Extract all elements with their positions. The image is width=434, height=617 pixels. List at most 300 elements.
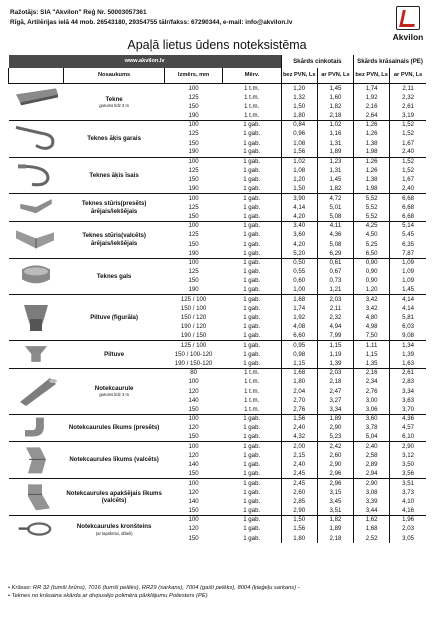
product-name xyxy=(64,295,165,341)
colored-gross-price: 1,63 xyxy=(390,359,426,368)
unit-cell: 1 gab. xyxy=(243,130,261,138)
col-unit-header: Mērv. xyxy=(223,68,281,84)
colored-net-price: 1,26 xyxy=(354,129,390,138)
contact-line: Rīgā, Artilērijas ielā 44 mob. 26543180, 29354755 tālr/fakss: 67290344, e-mail: info@akvilon.lv xyxy=(10,19,293,26)
colored-gross-price: 4,57 xyxy=(390,423,426,432)
colored-gross-price: 4,36 xyxy=(390,414,426,423)
colored-gross-price: 1,09 xyxy=(390,267,426,276)
zinc-gross-price: 2,96 xyxy=(317,479,353,488)
size-cell: 125 xyxy=(188,231,199,239)
unit-cell: 1 gab. xyxy=(243,433,261,441)
zinc-net-price: 4,08 xyxy=(281,322,317,331)
size-cell: 140 xyxy=(188,396,199,404)
unit-cell: 1 gab. xyxy=(243,167,261,175)
size-cell: 125 xyxy=(188,203,199,211)
unit-cell: 1 gab. xyxy=(243,185,261,193)
colored-net-price: 2,16 xyxy=(354,368,390,377)
zinc-net-price: 0,50 xyxy=(281,258,317,267)
gutter-icon xyxy=(12,85,60,118)
zinc-gross-price: 1,45 xyxy=(317,84,353,93)
product-image xyxy=(9,515,64,543)
colored-net-price: 1,62 xyxy=(354,515,390,524)
zinc-net-price: 3,40 xyxy=(281,221,317,230)
colored-gross-price: 2,40 xyxy=(390,185,426,194)
table-row xyxy=(9,194,427,203)
zinc-gross-price: 2,18 xyxy=(317,534,353,543)
company-line: Ražotājs: SIA "Akvilon" Reģ Nr. 50003057361 xyxy=(10,9,147,16)
colored-gross-price: 1,96 xyxy=(390,515,426,524)
size-cell: 150 xyxy=(188,212,199,220)
table-row xyxy=(9,157,427,166)
site-url: www.akvilon.lv xyxy=(9,55,282,68)
zinc-gross-price: 5,08 xyxy=(317,240,353,249)
table-row xyxy=(9,221,427,230)
zinc-net-price: 1,50 xyxy=(281,185,317,194)
product-name xyxy=(64,515,165,543)
colored-net-price: 4,80 xyxy=(354,313,390,322)
product-name-label: Notekcaurules līkums (presēts) xyxy=(68,424,160,432)
pressed-elbow-icon xyxy=(12,416,60,440)
size-cell: 150 xyxy=(188,277,199,285)
unit-cell: 1 gab. xyxy=(243,176,261,184)
size-cell: 190 xyxy=(188,286,199,294)
unit-cell: 1 gab. xyxy=(243,231,261,239)
colored-gross-price: 3,50 xyxy=(390,460,426,469)
zinc-gross-price: 2,03 xyxy=(317,295,353,304)
zinc-gross-price: 1,82 xyxy=(317,102,353,111)
unit-cell: 1 gab. xyxy=(223,194,281,203)
unit-cell: 1 gab. xyxy=(243,451,261,459)
zinc-gross-price: 2,47 xyxy=(317,387,353,396)
size-cell: 100 xyxy=(164,442,222,451)
company-header xyxy=(10,8,390,28)
rolled-elbow-icon xyxy=(12,444,60,477)
table-row xyxy=(9,84,427,93)
zinc-net-price: 1,00 xyxy=(281,286,317,295)
unit-cell: 1 gab. xyxy=(243,314,261,322)
zinc-net-price: 2,15 xyxy=(281,451,317,460)
unit-cell: 1 gab. xyxy=(243,525,261,533)
product-note: garums līdz 3 m xyxy=(99,392,129,398)
size-cell: 100 xyxy=(164,157,222,166)
zinc-net-price: 2,00 xyxy=(281,442,317,451)
size-cell: 80 xyxy=(164,368,222,377)
zinc-net-price: 2,60 xyxy=(281,488,317,497)
zinc-net-price: 2,76 xyxy=(281,405,317,414)
product-name xyxy=(64,157,165,194)
size-cell: 150 xyxy=(188,102,199,110)
zinc-net-price: 2,40 xyxy=(281,460,317,469)
product-name xyxy=(64,194,165,222)
product-name-label: Teknes āķis garais xyxy=(87,134,141,142)
product-name-label: Teknes stūris(presēts) ārējais/iekšējais xyxy=(81,200,147,215)
funnel-icon xyxy=(12,343,60,367)
unit-cell: 1 gab. xyxy=(223,414,281,423)
product-name-label: Notekcaurules līkums (valcēts) xyxy=(69,456,159,464)
zinc-net-price: 1,56 xyxy=(281,414,317,423)
unit-cell: 1 gab. xyxy=(243,470,261,478)
table-row xyxy=(9,258,427,267)
size-cell: 100 xyxy=(164,414,222,423)
size-cell: 120 xyxy=(188,488,199,496)
product-name-label: Teknes stūris(valcēts) ārējais/iekšējais xyxy=(82,232,146,247)
zinc-gross-price: 1,23 xyxy=(317,157,353,166)
size-cell: 150 / 120 xyxy=(180,314,207,322)
zinc-net-price: 1,15 xyxy=(281,359,317,368)
zinc-net-price: 1,50 xyxy=(281,102,317,111)
zinc-gross-price: 6,29 xyxy=(317,249,353,258)
product-image xyxy=(9,479,64,516)
colored-net-price: 3,60 xyxy=(354,414,390,423)
colored-gross-price: 5,81 xyxy=(390,313,426,322)
product-name xyxy=(64,341,165,369)
gutter-end-icon xyxy=(12,260,60,293)
product-name-label: Tekne xyxy=(105,95,123,103)
zinc-gross-price: 2,32 xyxy=(317,313,353,322)
size-cell: 125 / 100 xyxy=(164,295,222,304)
logo-mark-icon xyxy=(396,6,420,30)
size-cell: 125 xyxy=(188,93,199,101)
unit-cell: 1 gab. xyxy=(223,221,281,230)
colored-gross-price: 2,32 xyxy=(390,93,426,102)
zinc-gross-price: 1,82 xyxy=(317,185,353,194)
zinc-net-price: 6,60 xyxy=(281,332,317,341)
colored-gross-price: 6,03 xyxy=(390,322,426,331)
unit-cell: 1 gab. xyxy=(223,157,281,166)
product-name xyxy=(64,258,165,295)
unit-cell: 1 gab. xyxy=(243,323,261,331)
zinc-gross-price: 1,60 xyxy=(317,93,353,102)
colors-note: • Krāsas: RR 32 (tumši brūns), 7016 (tumši pelēks), RR29 (sarkans), 7004 (gaiši pelēks), 8004 (ķieģeļu sarkans) - xyxy=(8,585,300,591)
unit-cell: 1 gab. xyxy=(243,212,261,220)
size-cell: 190 / 120 xyxy=(180,323,207,331)
size-cell: 150 xyxy=(188,506,199,514)
pipe-bracket-icon xyxy=(12,518,60,542)
colored-gross-price: 6,68 xyxy=(390,212,426,221)
colored-gross-price: 2,61 xyxy=(390,102,426,111)
size-cell: 140 xyxy=(188,461,199,469)
zinc-net-price: 2,40 xyxy=(281,423,317,432)
zinc-net-price: 1,68 xyxy=(281,295,317,304)
colored-net-price: 2,34 xyxy=(354,378,390,387)
product-image xyxy=(9,84,64,121)
col-name-header: Nosaukums xyxy=(64,68,165,84)
zinc-net-price: 4,20 xyxy=(281,240,317,249)
table-row xyxy=(9,515,427,524)
size-cell: 150 xyxy=(188,240,199,248)
zinc-gross-price: 5,23 xyxy=(317,433,353,442)
product-note: (ar tapskrūvi, dībeli) xyxy=(95,530,133,536)
size-cell: 100 xyxy=(164,84,222,93)
colored-gross-price: 3,63 xyxy=(390,396,426,405)
colored-gross-price: 5,14 xyxy=(390,221,426,230)
colored-net-price: 2,58 xyxy=(354,451,390,460)
bottom-elbow-icon xyxy=(12,481,60,514)
product-image xyxy=(9,157,64,194)
size-cell: 140 xyxy=(188,497,199,505)
product-name xyxy=(64,120,165,157)
zinc-gross-price: 5,01 xyxy=(317,203,353,212)
unit-cell: 1 t.m. xyxy=(244,111,260,119)
zinc-gross-price: 1,89 xyxy=(317,414,353,423)
price-table xyxy=(8,55,426,543)
colored-net-price: 1,92 xyxy=(354,93,390,102)
size-cell: 100 xyxy=(164,194,222,203)
zinc-net-price: 1,20 xyxy=(281,84,317,93)
table-row xyxy=(9,341,427,350)
zinc-gross-price: 0,67 xyxy=(317,267,353,276)
zinc-net-price: 2,90 xyxy=(281,506,317,515)
price-table-body xyxy=(9,84,427,543)
zinc-gross-price: 3,51 xyxy=(317,506,353,515)
zinc-net-price: 1,32 xyxy=(281,93,317,102)
downpipe-icon xyxy=(12,374,60,408)
colored-gross-price: 9,08 xyxy=(390,332,426,341)
colored-gross-price: 2,40 xyxy=(390,148,426,157)
unit-cell: 1 gab. xyxy=(243,240,261,248)
colored-net-price: 5,25 xyxy=(354,240,390,249)
colored-net-price: 0,90 xyxy=(354,267,390,276)
colored-net-price: 3,78 xyxy=(354,423,390,432)
colored-gross-price: 7,87 xyxy=(390,249,426,258)
size-cell: 150 / 100 xyxy=(180,304,207,312)
zinc-net-price: 1,20 xyxy=(281,175,317,184)
size-cell: 190 xyxy=(188,185,199,193)
colored-gross-price: 1,52 xyxy=(390,166,426,175)
colored-gross-price: 2,03 xyxy=(390,525,426,534)
zinc-net-price: 3,90 xyxy=(281,194,317,203)
product-image xyxy=(9,368,64,414)
unit-cell: 1 gab. xyxy=(223,442,281,451)
product-image xyxy=(9,295,64,341)
zinc-gross-price: 2,03 xyxy=(317,368,353,377)
colored-gross-price: 1,52 xyxy=(390,120,426,129)
product-image xyxy=(9,221,64,258)
colored-net-price: 4,98 xyxy=(354,322,390,331)
zinc-gross-price: 1,31 xyxy=(317,166,353,175)
size-cell: 150 xyxy=(188,470,199,478)
size-cell: 150 xyxy=(188,176,199,184)
product-name xyxy=(64,368,165,414)
colored-net-price: 7,50 xyxy=(354,332,390,341)
colored-net-price: 2,64 xyxy=(354,111,390,120)
colored-net-price: 1,11 xyxy=(354,341,390,350)
size-cell: 125 xyxy=(188,130,199,138)
colored-gross-price: 3,34 xyxy=(390,387,426,396)
zinc-gross-price: 4,94 xyxy=(317,322,353,331)
colored-net-price: 1,38 xyxy=(354,175,390,184)
size-cell: 150 xyxy=(188,433,199,441)
colored-net-price: 3,08 xyxy=(354,488,390,497)
size-cell: 100 xyxy=(164,120,222,129)
size-cell: 150 / 100-120 xyxy=(174,350,213,358)
size-cell: 190 xyxy=(188,148,199,156)
size-cell: 125 / 100 xyxy=(164,341,222,350)
zinc-net-price: 4,32 xyxy=(281,433,317,442)
colored-net-price: 2,16 xyxy=(354,102,390,111)
zinc-gross-price: 1,89 xyxy=(317,525,353,534)
unit-cell: 1 gab. xyxy=(243,203,261,211)
colored-gross-price: 1,39 xyxy=(390,350,426,359)
zinc-gross-price: 1,31 xyxy=(317,139,353,148)
col-zinc-net-header: bez PVN, Ls xyxy=(281,68,317,84)
colored-gross-price: 1,09 xyxy=(390,258,426,267)
zinc-gross-price: 1,45 xyxy=(317,175,353,184)
colored-gross-price: 3,56 xyxy=(390,469,426,478)
zinc-gross-price: 7,99 xyxy=(317,332,353,341)
size-cell: 120 xyxy=(188,525,199,533)
colored-gross-price: 1,67 xyxy=(390,139,426,148)
unit-cell: 1 gab. xyxy=(243,139,261,147)
colored-gross-price: 4,10 xyxy=(390,497,426,506)
colored-net-price: 3,42 xyxy=(354,295,390,304)
unit-cell: 1 gab. xyxy=(243,461,261,469)
size-cell: 190 / 150 xyxy=(180,332,207,340)
zinc-gross-price: 3,34 xyxy=(317,405,353,414)
product-name xyxy=(64,479,165,516)
colored-net-price: 4,25 xyxy=(354,221,390,230)
unit-cell: 1 gab. xyxy=(243,488,261,496)
colored-net-price: 5,04 xyxy=(354,433,390,442)
colored-gross-price: 3,70 xyxy=(390,405,426,414)
colored-gross-price: 1,09 xyxy=(390,276,426,285)
zinc-gross-price: 3,15 xyxy=(317,488,353,497)
colored-gross-price: 4,14 xyxy=(390,295,426,304)
colored-net-price: 1,74 xyxy=(354,84,390,93)
zinc-gross-price: 2,18 xyxy=(317,378,353,387)
colored-net-price: 2,40 xyxy=(354,442,390,451)
unit-cell: 1 gab. xyxy=(243,148,261,156)
product-image xyxy=(9,442,64,479)
colored-gross-price: 4,16 xyxy=(390,506,426,515)
zinc-gross-price: 4,72 xyxy=(317,194,353,203)
unit-cell: 1 gab. xyxy=(223,515,281,524)
unit-cell: 1 gab. xyxy=(243,332,261,340)
product-name-label: Piltuve (figurāla) xyxy=(90,314,138,322)
product-name-label: Teknes āķis īsais xyxy=(89,171,139,179)
colored-gross-price: 1,52 xyxy=(390,129,426,138)
zinc-gross-price: 2,96 xyxy=(317,469,353,478)
zinc-net-price: 0,96 xyxy=(281,129,317,138)
zinc-net-price: 2,45 xyxy=(281,469,317,478)
colored-net-price: 3,44 xyxy=(354,506,390,515)
colored-gross-price: 1,34 xyxy=(390,341,426,350)
zinc-net-price: 5,20 xyxy=(281,249,317,258)
zinc-net-price: 1,50 xyxy=(281,515,317,524)
colored-gross-price: 5,45 xyxy=(390,231,426,240)
unit-cell: 1 gab. xyxy=(223,295,281,304)
colored-gross-price: 1,52 xyxy=(390,157,426,166)
colored-gross-price: 3,73 xyxy=(390,488,426,497)
unit-cell: 1 gab. xyxy=(243,286,261,294)
table-row xyxy=(9,295,427,304)
colored-net-price: 3,39 xyxy=(354,497,390,506)
coating-note: • Teknes no krāsaina skārda ar divpusējo polimēra pārklājumu Poliesters (PE) xyxy=(8,593,208,599)
size-cell: 100 xyxy=(164,221,222,230)
zinc-net-price: 3,60 xyxy=(281,231,317,240)
rolled-corner-icon xyxy=(12,223,60,256)
unit-cell: 1 gab. xyxy=(223,341,281,350)
colored-net-price: 2,52 xyxy=(354,534,390,543)
zinc-gross-price: 2,90 xyxy=(317,423,353,432)
group-header-colored: Skārds krāsainais (PE) xyxy=(354,55,426,68)
unit-cell: 1 gab. xyxy=(243,506,261,514)
colored-gross-price: 2,11 xyxy=(390,84,426,93)
unit-cell: 1 gab. xyxy=(243,304,261,312)
unit-cell: 1 t.m. xyxy=(244,405,260,413)
unit-cell: 1 t.m. xyxy=(244,387,260,395)
product-note: garums līdz 3 m xyxy=(99,103,129,109)
colored-net-price: 1,26 xyxy=(354,120,390,129)
colored-gross-price: 4,14 xyxy=(390,304,426,313)
unit-cell: 1 gab. xyxy=(243,249,261,257)
unit-cell: 1 gab. xyxy=(243,424,261,432)
colored-net-price: 5,52 xyxy=(354,212,390,221)
zinc-net-price: 2,85 xyxy=(281,497,317,506)
size-cell: 125 xyxy=(188,268,199,276)
zinc-gross-price: 2,11 xyxy=(317,304,353,313)
product-image xyxy=(9,258,64,295)
zinc-net-price: 2,70 xyxy=(281,396,317,405)
colored-gross-price: 2,83 xyxy=(390,378,426,387)
zinc-gross-price: 4,36 xyxy=(317,231,353,240)
unit-cell: 1 gab. xyxy=(223,258,281,267)
colored-net-price: 2,94 xyxy=(354,469,390,478)
colored-gross-price: 2,61 xyxy=(390,368,426,377)
table-row xyxy=(9,442,427,451)
colored-gross-price: 3,12 xyxy=(390,451,426,460)
size-cell: 120 xyxy=(188,451,199,459)
product-image xyxy=(9,341,64,369)
zinc-gross-price: 1,39 xyxy=(317,359,353,368)
colored-gross-price: 3,51 xyxy=(390,479,426,488)
zinc-gross-price: 1,19 xyxy=(317,350,353,359)
size-cell: 100 xyxy=(164,515,222,524)
colored-net-price: 4,50 xyxy=(354,231,390,240)
zinc-net-price: 1,80 xyxy=(281,378,317,387)
product-name-label: Notekcaurules apakšējais līkums (valcēts) xyxy=(66,489,162,504)
zinc-gross-price: 3,27 xyxy=(317,396,353,405)
zinc-net-price: 1,56 xyxy=(281,148,317,157)
zinc-net-price: 1,92 xyxy=(281,313,317,322)
zinc-net-price: 1,80 xyxy=(281,534,317,543)
zinc-gross-price: 0,61 xyxy=(317,258,353,267)
zinc-gross-price: 1,02 xyxy=(317,120,353,129)
zinc-gross-price: 0,73 xyxy=(317,276,353,285)
unit-cell: 1 gab. xyxy=(243,350,261,358)
zinc-net-price: 0,98 xyxy=(281,350,317,359)
product-name-label: Teknes gals xyxy=(96,272,132,280)
zinc-net-price: 1,02 xyxy=(281,157,317,166)
page-title: Apaļā lietus ūdens noteksistēma xyxy=(127,38,307,52)
pressed-corner-icon xyxy=(12,196,60,220)
table-row xyxy=(9,414,427,423)
colored-gross-price: 6,68 xyxy=(390,194,426,203)
zinc-gross-price: 2,60 xyxy=(317,451,353,460)
table-row xyxy=(9,120,427,129)
colored-net-price: 1,68 xyxy=(354,525,390,534)
zinc-gross-price: 1,82 xyxy=(317,515,353,524)
colored-net-price: 3,00 xyxy=(354,396,390,405)
unit-cell: 1 t.m. xyxy=(244,378,260,386)
product-name xyxy=(64,84,165,121)
colored-gross-price: 1,45 xyxy=(390,286,426,295)
zinc-net-price: 0,55 xyxy=(281,267,317,276)
size-cell: 150 xyxy=(188,405,199,413)
product-name xyxy=(64,414,165,442)
zinc-net-price: 1,08 xyxy=(281,139,317,148)
colored-net-price: 5,52 xyxy=(354,203,390,212)
